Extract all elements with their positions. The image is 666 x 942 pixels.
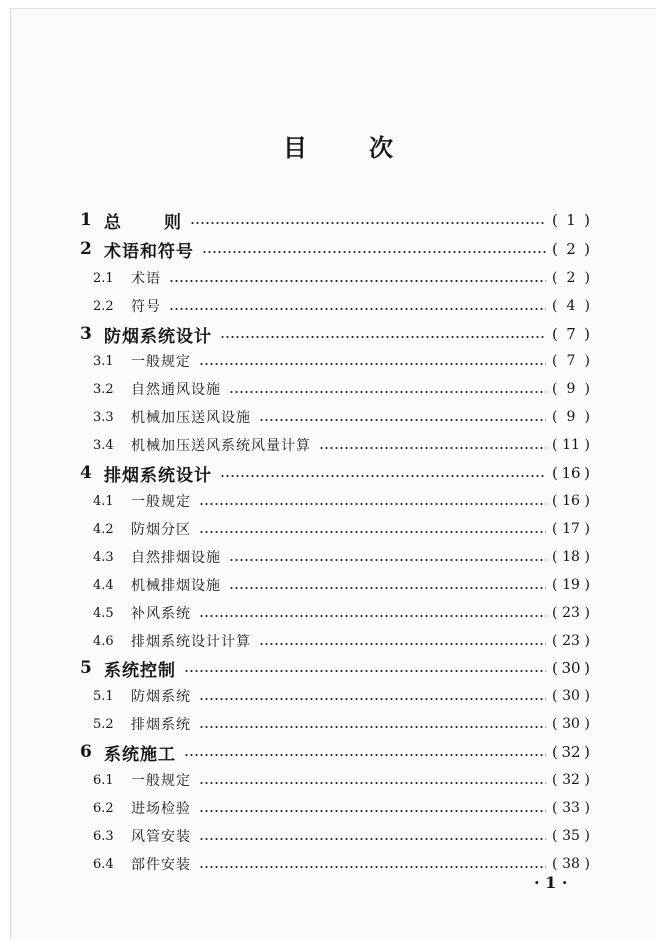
dot-leader [199, 698, 546, 700]
toc-entry-page: ( 2 ) [552, 240, 590, 258]
toc-entry-page: ( 32 ) [552, 743, 590, 761]
dot-leader [199, 810, 546, 812]
toc-entry[interactable] [80, 628, 590, 654]
dot-leader [199, 838, 546, 840]
toc-entry-number: 4.2 [93, 521, 114, 537]
toc-entry-number: 2.2 [93, 298, 114, 314]
toc-entry-page: ( 17 ) [552, 521, 590, 537]
toc-entry-page: ( 11 ) [552, 437, 590, 453]
toc-entry-title: 机械加压送风系统风量计算 [131, 438, 311, 454]
toc-entry-page: ( 9 ) [552, 381, 590, 397]
toc-entry[interactable] [80, 739, 590, 765]
toc-entry-number: 5 [80, 658, 92, 678]
toc-entry-page: ( 35 ) [552, 828, 590, 844]
dot-leader [199, 726, 546, 728]
toc-entry-number: 6.1 [93, 772, 114, 788]
dot-leader [229, 391, 546, 393]
dot-leader [229, 587, 546, 589]
toc-entry-title: 一般规定 [131, 773, 191, 789]
toc-entry[interactable] [80, 376, 590, 402]
dot-leader [184, 670, 546, 672]
toc-entry-title: 一般规定 [131, 354, 191, 370]
title-char-1: 目 [283, 133, 307, 162]
toc-entry-page: ( 18 ) [552, 549, 590, 565]
toc-entry-page: ( 30 ) [552, 659, 590, 677]
toc-entry-title: 系统控制 [104, 660, 176, 681]
toc-entry[interactable] [80, 404, 590, 430]
toc-entry-page: ( 7 ) [552, 325, 590, 343]
toc-entry[interactable] [80, 516, 590, 542]
toc-entry-title: 排烟系统设计 [104, 465, 212, 486]
toc-entry-page: ( 33 ) [552, 800, 590, 816]
toc-entry-number: 4.6 [93, 633, 114, 649]
toc-entry-number: 6.2 [93, 800, 114, 816]
toc-entry-number: 3.4 [93, 437, 114, 453]
toc-entry-number: 3.2 [93, 381, 114, 397]
toc-entry-page: ( 2 ) [552, 270, 590, 286]
toc-entry[interactable] [80, 823, 590, 849]
toc-entry-number: 4.4 [93, 577, 114, 593]
dot-leader [184, 754, 546, 756]
toc-entry-number: 2 [80, 239, 92, 259]
toc-entry-title-char-2: 则 [164, 212, 182, 233]
toc-entry-title: 符号 [131, 299, 161, 315]
dot-leader [259, 643, 546, 645]
toc-entry[interactable] [80, 544, 590, 570]
dot-leader [190, 222, 546, 224]
dot-leader [169, 308, 546, 310]
toc-entry-title: 排烟系统 [131, 717, 191, 733]
dot-leader [199, 615, 546, 617]
toc-entry[interactable] [80, 460, 590, 486]
toc-entry-title: 术语 [131, 271, 161, 287]
toc-entry-title: 自然通风设施 [131, 382, 221, 398]
toc-entry-title: 排烟系统设计计算 [131, 634, 251, 650]
toc-entry-number: 1 [80, 210, 92, 230]
toc-entry-number: 5.1 [93, 688, 114, 704]
toc-entry-number: 3.1 [93, 353, 114, 369]
toc-entry-number: 4.1 [93, 493, 114, 509]
toc-entry-number: 6.3 [93, 828, 114, 844]
toc-entry-page: ( 23 ) [552, 633, 590, 649]
toc-entry[interactable] [80, 572, 590, 598]
toc-entry[interactable] [80, 321, 590, 347]
toc-entry[interactable] [80, 600, 590, 626]
dot-leader [220, 336, 546, 338]
toc-entry[interactable] [80, 711, 590, 737]
dot-leader [319, 447, 546, 449]
toc-entry-number: 5.2 [93, 716, 114, 732]
toc-entry[interactable] [80, 795, 590, 821]
toc-entry[interactable] [80, 265, 590, 291]
toc-entry[interactable] [80, 293, 590, 319]
toc-entry-page: ( 7 ) [552, 353, 590, 369]
toc-entry-number: 3 [80, 324, 92, 344]
toc-entry-title: 机械排烟设施 [131, 578, 221, 594]
toc-entry-page: ( 38 ) [552, 856, 590, 872]
dot-leader [199, 503, 546, 505]
toc-entry-title: 风管安装 [131, 829, 191, 845]
toc-entry-page: ( 30 ) [552, 688, 590, 704]
dot-leader [199, 363, 546, 365]
toc-entry-number: 3.3 [93, 409, 114, 425]
toc-entry-title: 防烟系统设计 [104, 326, 212, 347]
toc-entry[interactable] [80, 767, 590, 793]
dot-leader [199, 531, 546, 533]
toc-entry-page: ( 23 ) [552, 605, 590, 621]
dot-leader [199, 782, 546, 784]
toc-entry-page: ( 4 ) [552, 298, 590, 314]
dot-leader [259, 419, 546, 421]
toc-entry-page: ( 16 ) [552, 464, 590, 482]
toc-entry-page: ( 32 ) [552, 772, 590, 788]
dot-leader [220, 475, 546, 477]
toc-entry-title: 防烟系统 [131, 689, 191, 705]
toc-entry-title: 一般规定 [131, 494, 191, 510]
toc-entry-title: 术语和符号 [104, 241, 194, 262]
toc-entry-title: 进场检验 [131, 801, 191, 817]
toc-entry-number: 6.4 [93, 856, 114, 872]
dot-leader [229, 559, 546, 561]
dot-leader [202, 251, 546, 253]
toc-entry[interactable] [80, 236, 590, 262]
toc-entry[interactable] [80, 683, 590, 709]
toc-entry[interactable] [80, 207, 590, 233]
toc-entry-title: 系统施工 [104, 744, 176, 765]
toc-entry-page: ( 16 ) [552, 493, 590, 509]
page-number: · 1 · [534, 873, 568, 892]
dot-leader [169, 280, 546, 282]
toc-entry-number: 4.5 [93, 605, 114, 621]
toc-entry[interactable] [80, 655, 590, 681]
toc-entry[interactable] [80, 348, 590, 374]
dot-leader [199, 866, 546, 868]
title-char-2: 次 [369, 133, 393, 162]
toc-entry-title: 自然排烟设施 [131, 550, 221, 566]
toc-entry[interactable] [80, 432, 590, 458]
toc-entry-page: ( 9 ) [552, 409, 590, 425]
toc-entry-page: ( 30 ) [552, 716, 590, 732]
toc-entry[interactable] [80, 851, 590, 877]
toc-entry-title: 补风系统 [131, 606, 191, 622]
toc-entry-number: 4.3 [93, 549, 114, 565]
toc-entry-page: ( 1 ) [552, 211, 590, 229]
toc-entry-number: 6 [80, 742, 92, 762]
toc-entry-title [104, 208, 182, 233]
toc-entry-number: 2.1 [93, 270, 114, 286]
toc-entry-title-char-1: 总 [104, 212, 122, 233]
toc-entry-title: 防烟分区 [131, 522, 191, 538]
toc-entry-number: 4 [80, 463, 92, 483]
toc-entry-title: 机械加压送风设施 [131, 410, 251, 426]
toc-entry[interactable] [80, 488, 590, 514]
toc-entry-title: 部件安装 [131, 857, 191, 873]
toc-entry-page: ( 19 ) [552, 577, 590, 593]
